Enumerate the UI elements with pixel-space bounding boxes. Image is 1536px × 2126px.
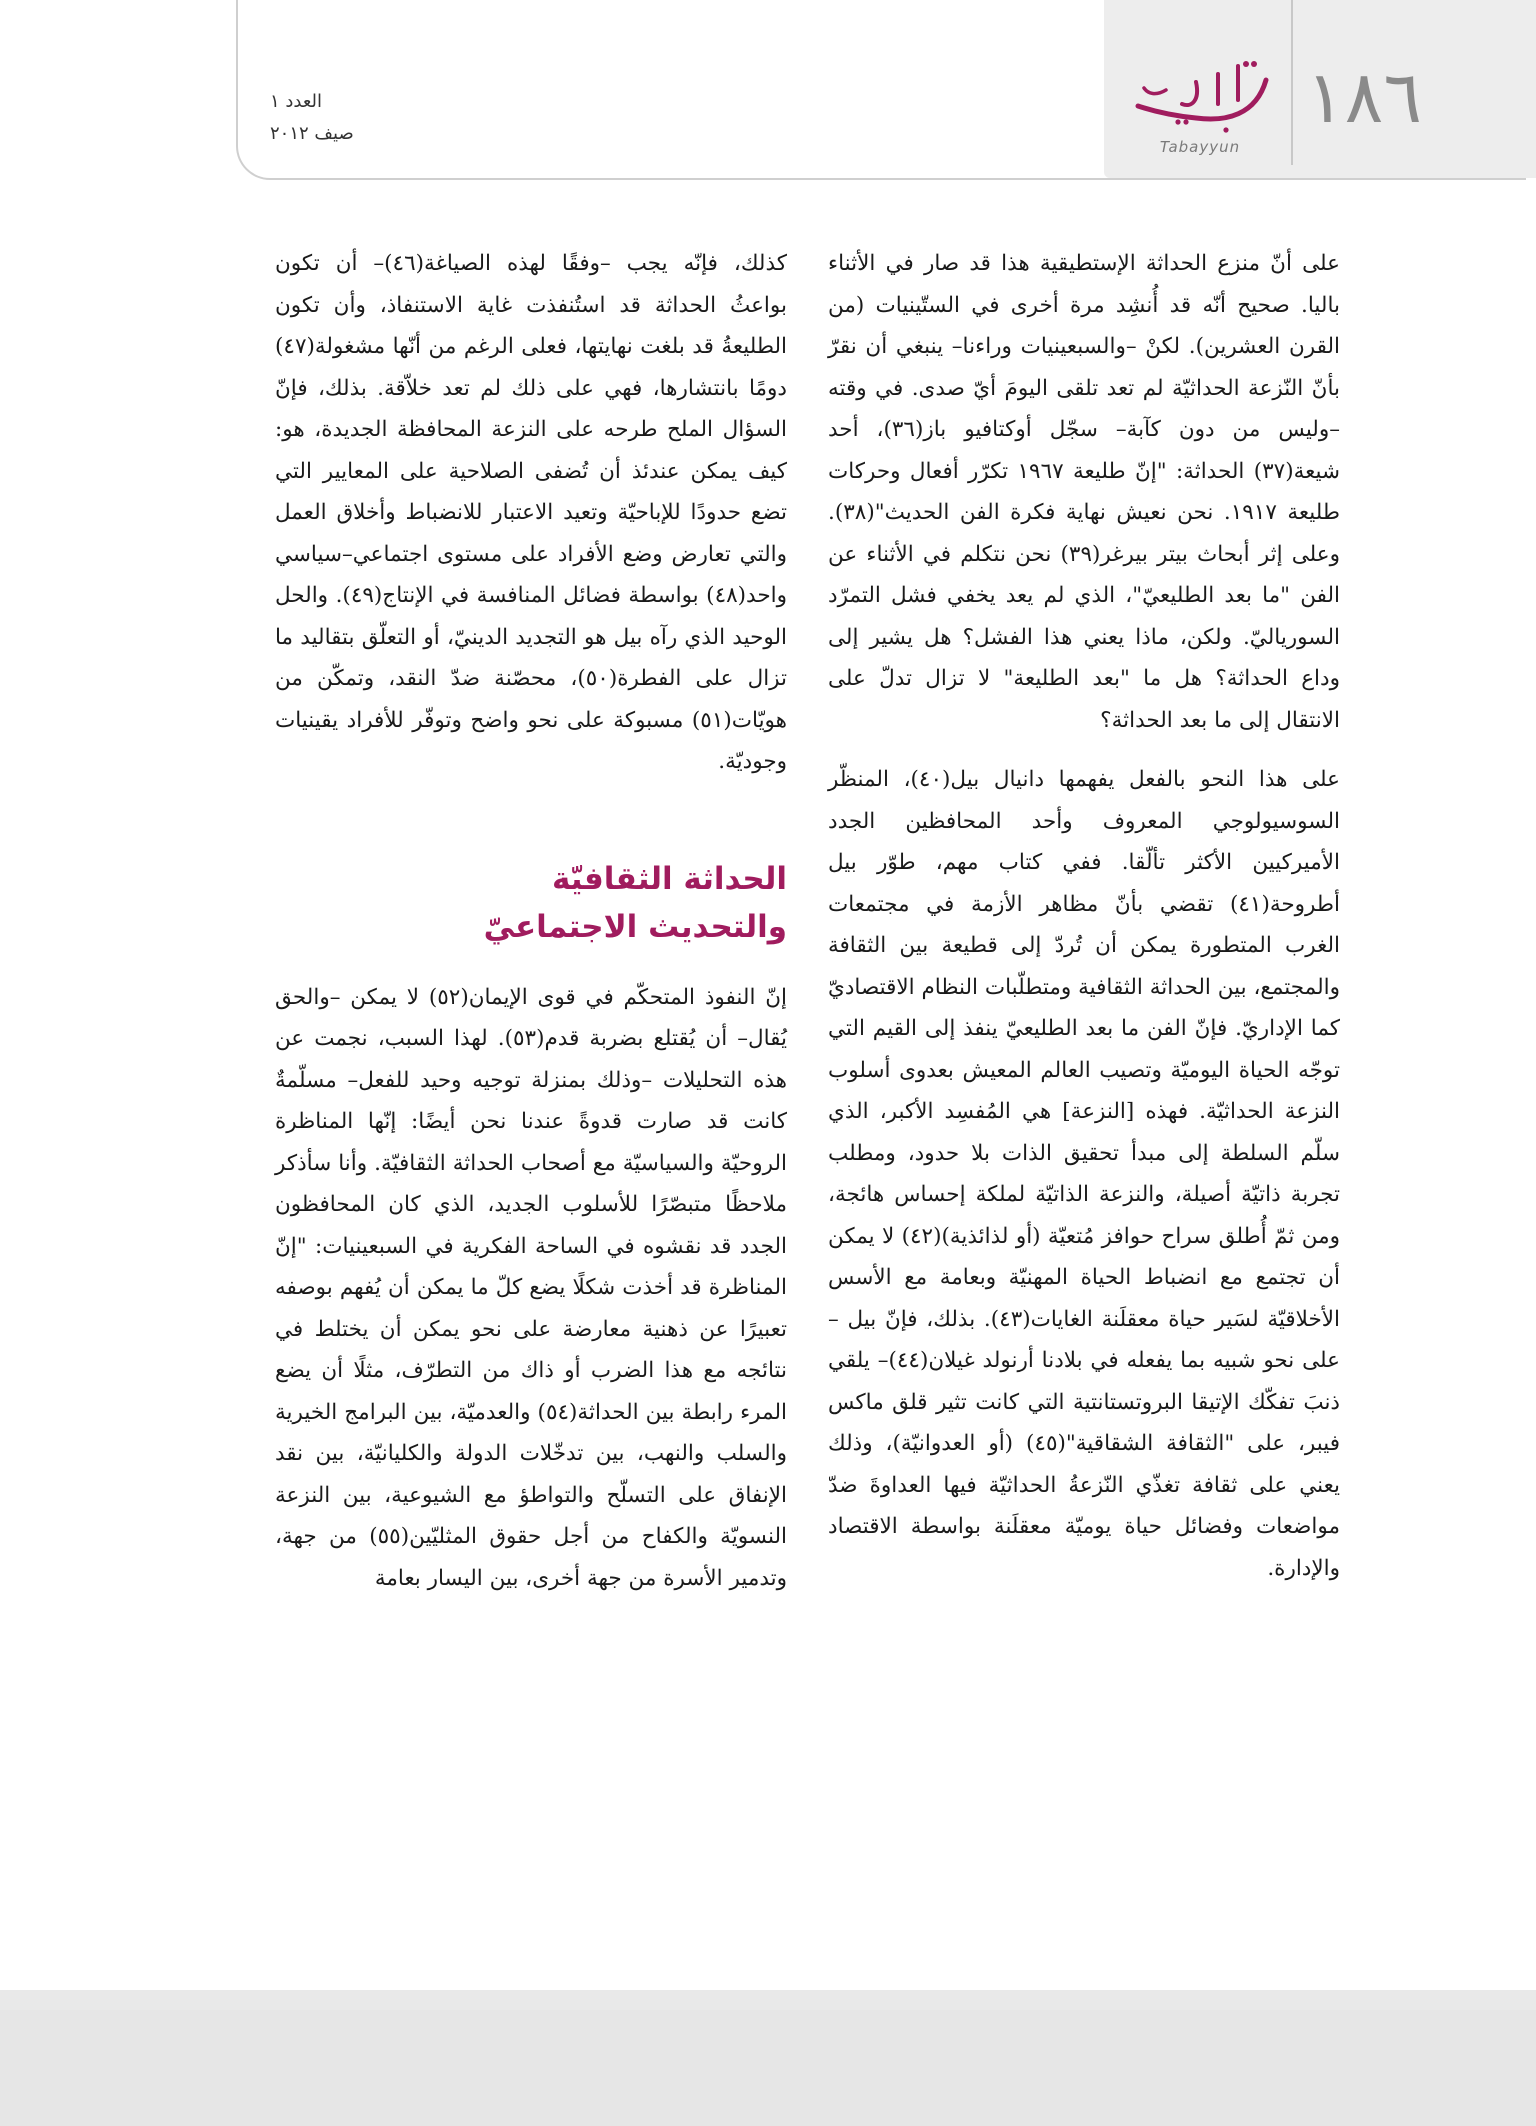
- issue-info: [270, 86, 470, 150]
- paragraph: على أنّ منزع الحداثة الإستطيقية هذا قد صار في الأثناء باليا. صحيح أنّه قد أُنشِد مرة أخرى في الستّينيات (من القرن العشرين). لكنْ –والسبعينيات وراءنا– ينبغي أن نقرّ بأنّ النّزعة الحداثيّة لم تعد تلقى اليومَ أيّ صدى. في وقته –وليس من دون كآبة– سجّل أوكتافيو باز(٣٦)، أحد شيعة(٣٧) الحداثة: "إنّ طليعة ١٩٦٧ تكرّر أفعال وحركات طليعة ١٩١٧. نحن نعيش نهاية فكرة الفن الحديث"(٣٨). وعلى إثر أبحاث بيتر بيرغر(٣٩) نحن نتكلم في الأثناء عن الفن "ما بعد الطليعيّ"، الذي لم يعد يخفي فشل التمرّد السورياليّ. ولكن، ماذا يعني هذا الفشل؟ هل يشير إلى وداع الحداثة؟ هل ما "بعد الطليعة" لا تزال تدلّ على الانتقال إلى ما بعد الحداثة؟: [828, 251, 1340, 733]
- paragraph: على هذا النحو بالفعل يفهمها دانيال بيل(٤٠)، المنظّر السوسيولوجي المعروف وأحد المحافظين الجدد الأميركيين الأكثر تألّقا. ففي كتاب مهم، طوّر بيل أطروحة(٤١) تقضي بأنّ مظاهر الأزمة في مجتمعات الغرب المتطورة يمكن أن تُردّ إلى قطيعة بين الثقافة والمجتمع، بين الحداثة الثقافية ومتطلّبات النظام الاقتصاديّ كما الإداريّ. فإنّ الفن ما بعد الطليعيّ ينفذ إلى القيم التي توجّه الحياة اليوميّة وتصيب العالم المعيش بعدوى أسلوب النزعة الحداثيّة. فهذه [النزعة] هي المُفسِد الأكبر، الذي سلّم السلطة إلى مبدأ تحقيق الذات بلا حدود، ومطلب تجربة ذاتيّة أصيلة، والنزعة الذاتيّة لملكة إحساس هائجة، ومن ثمّ أُطلق سراح حوافز مُتعيّة (أو لذائذية)(٤٢) لا يمكن أن تجتمع مع انضباط الحياة المهنيّة وبعامة مع الأسس الأخلاقيّة لسَير حياة معقلَنة الغايات(٤٣). بذلك، فإنّ بيل –على نحو شبيه بما يفعله في بلادنا أرنولد غيلان(٤٤)– يلقي ذنبَ تفكّك الإتيقا البروتستانتية التي كانت تثير قلق ماكس فيبر، على "الثقافة الشقاقية"(٤٥) (أو العدوانيّة)، وذلك يعني على ثقافة تغذّي النّزعةُ الحداثيّة فيها العداوةَ ضدّ مواضعات وفضائل حياة يوميّة معقلَنة بواسطة الاقتصاد والإدارة.: [828, 767, 1341, 1581]
- logo-calligraphy-icon: [1126, 60, 1276, 140]
- section-heading: [275, 855, 787, 951]
- bottom-margin-band: [0, 2010, 1536, 2126]
- issue-number: العدد ١: [270, 91, 323, 112]
- issue-season: صيف ٢٠١٢: [270, 123, 354, 144]
- article-column-left: [275, 243, 787, 1599]
- paragraph: كذلك، فإنّه يجب –وفقًا لهذه الصياغة(٤٦)– أن تكون بواعثُ الحداثة قد استُنفذت غاية الاستنفاذ، وأن تكون الطليعةُ قد بلغت نهايتها، فعلى الرغم من أنّها مشغولة(٤٧) دومًا بانتشارها، فهي على ذلك لم تعد خلاّقة. بذلك، فإنّ السؤال الملح طرحه على النزعة المحافظة الجديدة، هو: كيف يمكن عندئذ أن تُضفى الصلاحية على المعايير التي تضع حدودًا للإباحيّة وتعيد الاعتبار للانضباط وأخلاق العمل والتي تعارض وضع الأفراد على مستوى اجتماعي–سياسي واحد(٤٨) بواسطة فضائل المنافسة في الإنتاج(٤٩). والحل الوحيد الذي رآه بيل هو التجديد الدينيّ، أو التعلّق بتقاليد ما تزال على الفطرة(٥٠)، محصّنة ضدّ النقد، وتمكّن من هويّات(٥١) مسبوكة على نحو واضح وتوفّر للأفراد يقينيات وجوديّة.: [275, 251, 788, 774]
- logo-latin-text: Tabayyun: [1159, 138, 1241, 156]
- page-number: ١٨٦: [1306, 55, 1423, 139]
- header-divider: [1291, 0, 1293, 165]
- article-column-right: [828, 243, 1340, 1589]
- section-heading-line-2: والتحديث الاجتماعيّ: [483, 908, 787, 945]
- journal-logo: [1120, 60, 1280, 160]
- paragraph: إنّ النفوذ المتحكّم في قوى الإيمان(٥٢) لا يمكن –والحق يُقال– أن يُقتلع بضربة قدم(٥٣). لهذا السبب، نجمت عن هذه التحليلات –وذلك بمنزلة توجيه وحيد للفعل– مسلّمةٌ كانت قد صارت قدوةً عندنا نحن أيضًا: إنّها المناظرة الروحيّة والسياسيّة مع أصحاب الحداثة الثقافيّة. وأنا سأذكر ملاحظًا متبصّرًا للأسلوب الجديد، الذي كان المحافظون الجدد قد نقشوه في الساحة الفكرية في السبعينيات: "إنّ المناظرة قد أخذت شكلًا يضع كلّ ما يمكن أن يُفهم بوصفه تعبيرًا عن ذهنية معارضة على نحو يمكن أن يختلط في نتائجه مع هذا الضرب أو ذاك من التطرّف، مثلًا أن يضع المرء رابطة بين الحداثة(٥٤) والعدميّة، بين البرامج الخيرية والسلب والنهب، بين تدخّلات الدولة والكليانيّة، بين نقد الإنفاق على التسلّح والتواطؤ مع الشيوعية، بين النزعة النسويّة والكفاح من أجل حقوق المثليّين(٥٥) من جهة، وتدمير الأسرة من جهة أخرى، بين اليسار بعامة: [275, 984, 787, 1591]
- section-heading-line-1: الحداثة الثقافيّة: [552, 860, 787, 897]
